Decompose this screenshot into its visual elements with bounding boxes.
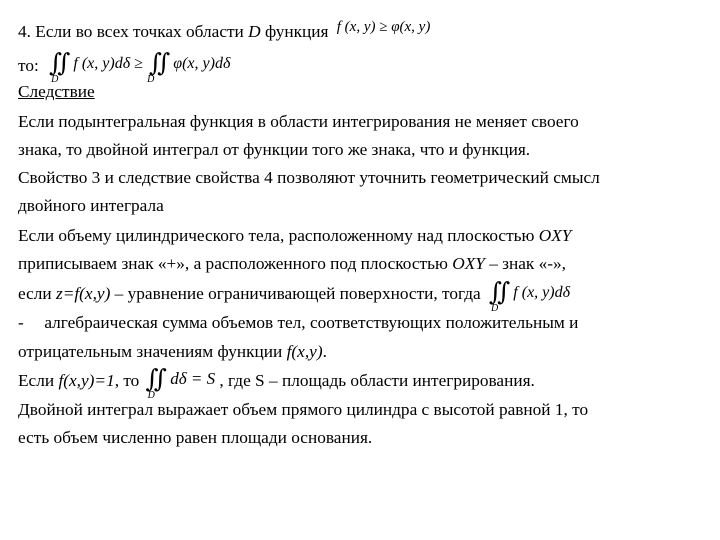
f-equals-one: f(x,y)=1 (58, 371, 115, 390)
sign-line-2-text: приписываем знак «+», а расположенного под плоскостью (18, 254, 448, 273)
integral-f (489, 279, 571, 314)
volume-line-1: Двойной интеграл выражает объем прямого цилиндра с высотой равной 1, то (18, 400, 589, 419)
plane-oxy-2: OXY (452, 254, 485, 273)
sign-line-1 (18, 226, 571, 246)
corollary-line-1: Если подынтегральная функция в области интегрирования не меняет своего (18, 112, 579, 131)
double-integral-symbol-2: ∬ (148, 50, 164, 77)
statement-4-tail: функция (264, 22, 329, 41)
sign-line-2-tail: – знак «-», (489, 254, 566, 273)
algebraic-sum-line (18, 313, 578, 333)
region-subscript: D (51, 74, 59, 85)
integral-area-body: dδ = S (170, 369, 216, 388)
region-subscript-2: D (147, 74, 155, 85)
period: . (322, 342, 327, 361)
sign-line-2 (18, 254, 566, 274)
area-line (18, 366, 535, 401)
integral-inequality (49, 50, 231, 85)
if-text: если (18, 284, 52, 303)
corollary-line-2: знака, то двойной интеграл от функции того же знака, что и функция. (18, 140, 531, 159)
region-d: D (248, 22, 261, 41)
integral-right: φ(x, y)dδ (173, 55, 231, 72)
surface-equation: z=f(x,y) (55, 284, 111, 303)
sign-line-1-text: Если объему цилиндрического тела, расположенному над плоскостью (18, 226, 535, 245)
integral-area (145, 366, 216, 401)
property-line-2: двойного интеграла (18, 196, 164, 215)
inequality-formula: f (x, y) ≥ φ(x, y) (336, 19, 431, 35)
surface-line (18, 279, 571, 314)
statement-4-text: 4. Если во всех точках области (18, 22, 244, 41)
negative-values-text: отрицательным значениям функции (18, 342, 283, 361)
corollary-heading: Следствие (18, 82, 95, 101)
property-line-1: Свойство 3 и следствие свойства 4 позволяют уточнить геометрический смысл (18, 168, 600, 187)
negative-values-line (18, 342, 327, 362)
double-integral-symbol-3: ∬ (489, 279, 504, 306)
surface-line-text: – уравнение ограничивающей поверхности, тогда (114, 284, 481, 303)
region-subscript-4: D (147, 390, 155, 401)
algebraic-sum-text: алгебраическая сумма объемов тел, соответствующих положительным и (44, 313, 579, 332)
statement-4-line (18, 19, 431, 43)
plane-oxy: OXY (538, 226, 572, 245)
area-line-tail: , где S – площадь области интегрирования. (219, 371, 535, 390)
if-text-2: Если (18, 371, 55, 390)
then-text: то: (18, 56, 39, 75)
integral-left: f (x, y)dδ ≥ (73, 55, 143, 72)
double-integral-symbol: ∬ (49, 50, 64, 77)
region-subscript-3: D (491, 303, 499, 314)
then-text-2: , то (114, 371, 140, 390)
double-integral-symbol-4: ∬ (145, 366, 160, 393)
integral-f-body: f (x, y)dδ (513, 284, 571, 301)
function-fxy: f(x,y) (286, 342, 323, 361)
conclusion-line (18, 50, 231, 85)
volume-line-2: есть объем численно равен площади основания. (18, 428, 373, 447)
dash-marker: - (18, 313, 24, 332)
